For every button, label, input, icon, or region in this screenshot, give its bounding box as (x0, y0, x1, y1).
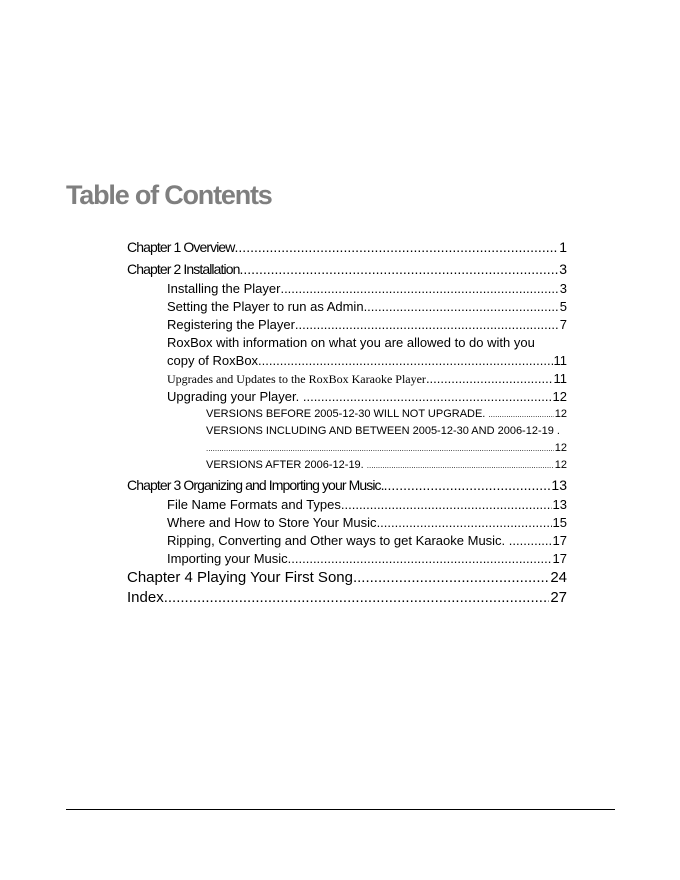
toc-entry-text: Registering the Player (167, 317, 295, 332)
toc-entry-text-line2: copy of RoxBox (167, 353, 259, 368)
toc-leader-dots (509, 532, 552, 550)
toc-leader-dots (426, 370, 553, 388)
toc-list (127, 236, 567, 608)
toc-leader-dots (206, 440, 554, 457)
toc-leader-dots (364, 298, 559, 316)
toc-leader-dots (488, 406, 553, 423)
toc-entry-chapter-3[interactable] (127, 474, 567, 496)
footer-rule (66, 809, 615, 810)
toc-entry-importing-music[interactable] (167, 550, 567, 568)
toc-leader-dots (303, 388, 552, 406)
toc-leader-dots (341, 496, 552, 514)
toc-page-number: 7 (559, 317, 567, 332)
toc-entry-versions-before[interactable] (206, 406, 567, 423)
toc-leader-dots (377, 514, 552, 532)
toc-page-number: 11 (553, 353, 567, 368)
toc-leader-dots (258, 352, 552, 370)
toc-page-number: 12 (554, 442, 567, 454)
toc-page-number: 17 (552, 533, 567, 548)
toc-entry-roxbox-information[interactable] (167, 334, 567, 370)
toc-entry-text: Upgrades and Updates to the RoxBox Karaoke Player (167, 372, 426, 386)
toc-leader-dots (384, 474, 551, 496)
toc-page-number: 13 (551, 477, 567, 493)
toc-entry-installing-player[interactable] (167, 280, 567, 298)
toc-entry-text: Chapter 2 Installation (127, 261, 240, 277)
toc-entry-store-music[interactable] (167, 514, 567, 532)
toc-entry-text: Chapter 4 Playing Your First Song (127, 569, 353, 586)
toc-entry-text: Chapter 3 Organizing and Importing your Music. (127, 477, 384, 493)
toc-page-number: 3 (559, 281, 567, 296)
toc-page-number: 12 (552, 389, 567, 404)
toc-entry-text: Where and How to Store Your Music (167, 515, 377, 530)
toc-page-number: 12 (554, 408, 567, 420)
toc-leader-dots (235, 236, 559, 258)
toc-page-number: 3 (559, 261, 567, 277)
toc-entry-run-as-admin[interactable] (167, 298, 567, 316)
toc-page-number: 11 (553, 371, 567, 386)
toc-leader-dots (240, 258, 559, 280)
toc-entry-index[interactable] (127, 588, 567, 608)
toc-entry-chapter-1[interactable] (127, 236, 567, 258)
toc-entry-text: VERSIONS AFTER 2006-12-19. (206, 459, 367, 471)
toc-page-number: 1 (559, 239, 567, 255)
toc-entry-upgrades-updates[interactable] (167, 370, 567, 388)
toc-entry-text: VERSIONS BEFORE 2005-12-30 WILL NOT UPGRADE. (206, 408, 489, 420)
toc-entry-text: Chapter 1 Overview (127, 239, 235, 255)
toc-entry-file-name-formats[interactable] (167, 496, 567, 514)
toc-page-number: 12 (554, 459, 567, 471)
toc-entry-upgrading-player[interactable] (167, 388, 567, 406)
toc-page-number: 27 (550, 589, 567, 606)
toc-entry-text-line1: VERSIONS INCLUDING AND BETWEEN 2005-12-30 AND 2006-12-19 . (206, 425, 560, 437)
toc-entry-text-line1: RoxBox with information on what you are allowed to do with you (167, 335, 535, 350)
toc-entry-text: Index (127, 589, 164, 606)
toc-leader-dots (295, 316, 559, 334)
toc-entry-versions-between[interactable] (206, 423, 567, 457)
toc-entry-chapter-4[interactable] (127, 568, 567, 588)
toc-entry-versions-after[interactable] (206, 457, 567, 474)
toc-page-number: 17 (552, 551, 567, 566)
toc-leader-dots (288, 550, 552, 568)
toc-leader-dots (367, 457, 554, 474)
toc-leader-dots (280, 280, 558, 298)
toc-page-number: 15 (552, 515, 567, 530)
toc-entry-ripping-converting[interactable] (167, 532, 567, 550)
toc-entry-text: Importing your Music (167, 551, 288, 566)
toc-page-number: 24 (550, 569, 567, 586)
toc-page-number: 5 (559, 299, 567, 314)
toc-entry-chapter-2[interactable] (127, 258, 567, 280)
toc-page-number: 13 (552, 497, 567, 512)
page-title: Table of Contents (66, 180, 272, 210)
toc-leader-dots (353, 568, 549, 588)
toc-entry-registering-player[interactable] (167, 316, 567, 334)
toc-entry-text: Ripping, Converting and Other ways to get Karaoke Music. (167, 533, 509, 548)
toc-entry-text: File Name Formats and Types (167, 497, 341, 512)
toc-entry-text: Upgrading your Player. (167, 389, 303, 404)
toc-entry-text: Setting the Player to run as Admin (167, 299, 364, 314)
toc-leader-dots (164, 588, 550, 608)
toc-entry-text: Installing the Player (167, 281, 281, 296)
